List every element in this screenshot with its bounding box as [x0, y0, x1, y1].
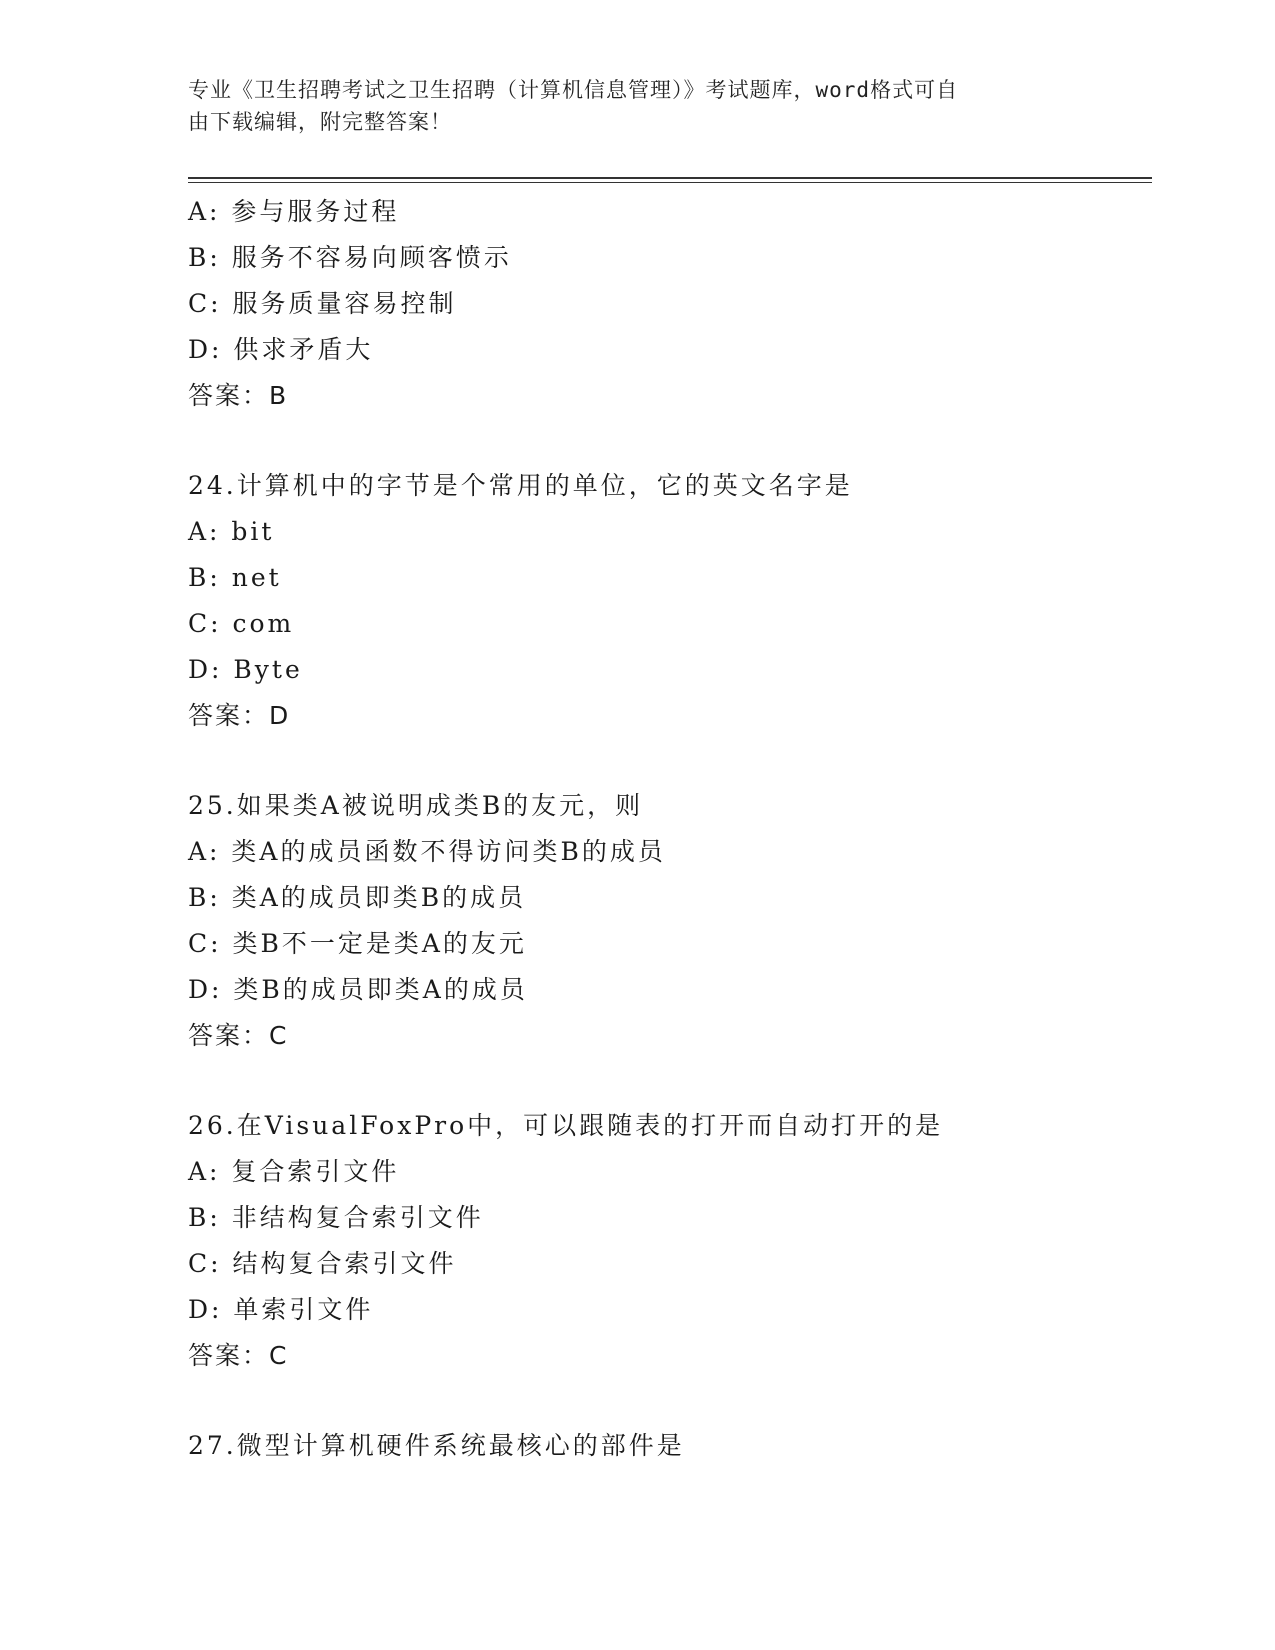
spacer	[188, 739, 1148, 783]
option-c: C: 类B不一定是类A的友元	[188, 929, 527, 958]
option-d: D: 类B的成员即类A的成员	[188, 975, 528, 1004]
question-text: 24.计算机中的字节是个常用的单位，它的英文名字是	[188, 471, 853, 500]
option-a: A: 类A的成员函数不得访问类B的成员	[188, 837, 666, 866]
question-block-24	[188, 463, 1148, 739]
option-b: B: net	[188, 563, 282, 592]
option-d: D: 供求矛盾大	[188, 335, 374, 364]
question-text: 27.微型计算机硬件系统最核心的部件是	[188, 1431, 685, 1460]
header-line-1: 专业《卫生招聘考试之卫生招聘（计算机信息管理）》考试题库，word格式可自	[188, 78, 959, 102]
header-divider	[188, 177, 1152, 183]
option-c: C: com	[188, 609, 295, 638]
option-b: B: 非结构复合索引文件	[188, 1203, 484, 1232]
spacer	[188, 419, 1148, 463]
spacer	[188, 1379, 1148, 1423]
option-d: D: 单索引文件	[188, 1295, 374, 1324]
option-b: B: 服务不容易向顾客愤示	[188, 243, 512, 272]
answer-line: 答案：D	[188, 701, 291, 730]
answer-line: 答案：C	[188, 1021, 289, 1050]
option-c: C: 服务质量容易控制	[188, 289, 457, 318]
question-block-26	[188, 1103, 1148, 1379]
question-list	[188, 189, 1148, 1469]
spacer	[188, 1059, 1148, 1103]
option-a: A: 复合索引文件	[188, 1157, 400, 1186]
question-block-27	[188, 1423, 1148, 1469]
option-a: A: bit	[188, 517, 275, 546]
question-text: 26.在VisualFoxPro中，可以跟随表的打开而自动打开的是	[188, 1111, 944, 1140]
question-block-prev	[188, 189, 1148, 419]
answer-line: 答案：B	[188, 381, 289, 410]
option-b: B: 类A的成员即类B的成员	[188, 883, 527, 912]
question-block-25	[188, 783, 1148, 1059]
option-a: A: 参与服务过程	[188, 197, 400, 226]
answer-line: 答案：C	[188, 1341, 289, 1370]
option-c: C: 结构复合索引文件	[188, 1249, 457, 1278]
document-header	[188, 74, 1068, 138]
header-line-2: 由下载编辑，附完整答案！	[188, 110, 452, 134]
question-text: 25.如果类A被说明成类B的友元，则	[188, 791, 644, 820]
option-d: D: Byte	[188, 655, 303, 684]
